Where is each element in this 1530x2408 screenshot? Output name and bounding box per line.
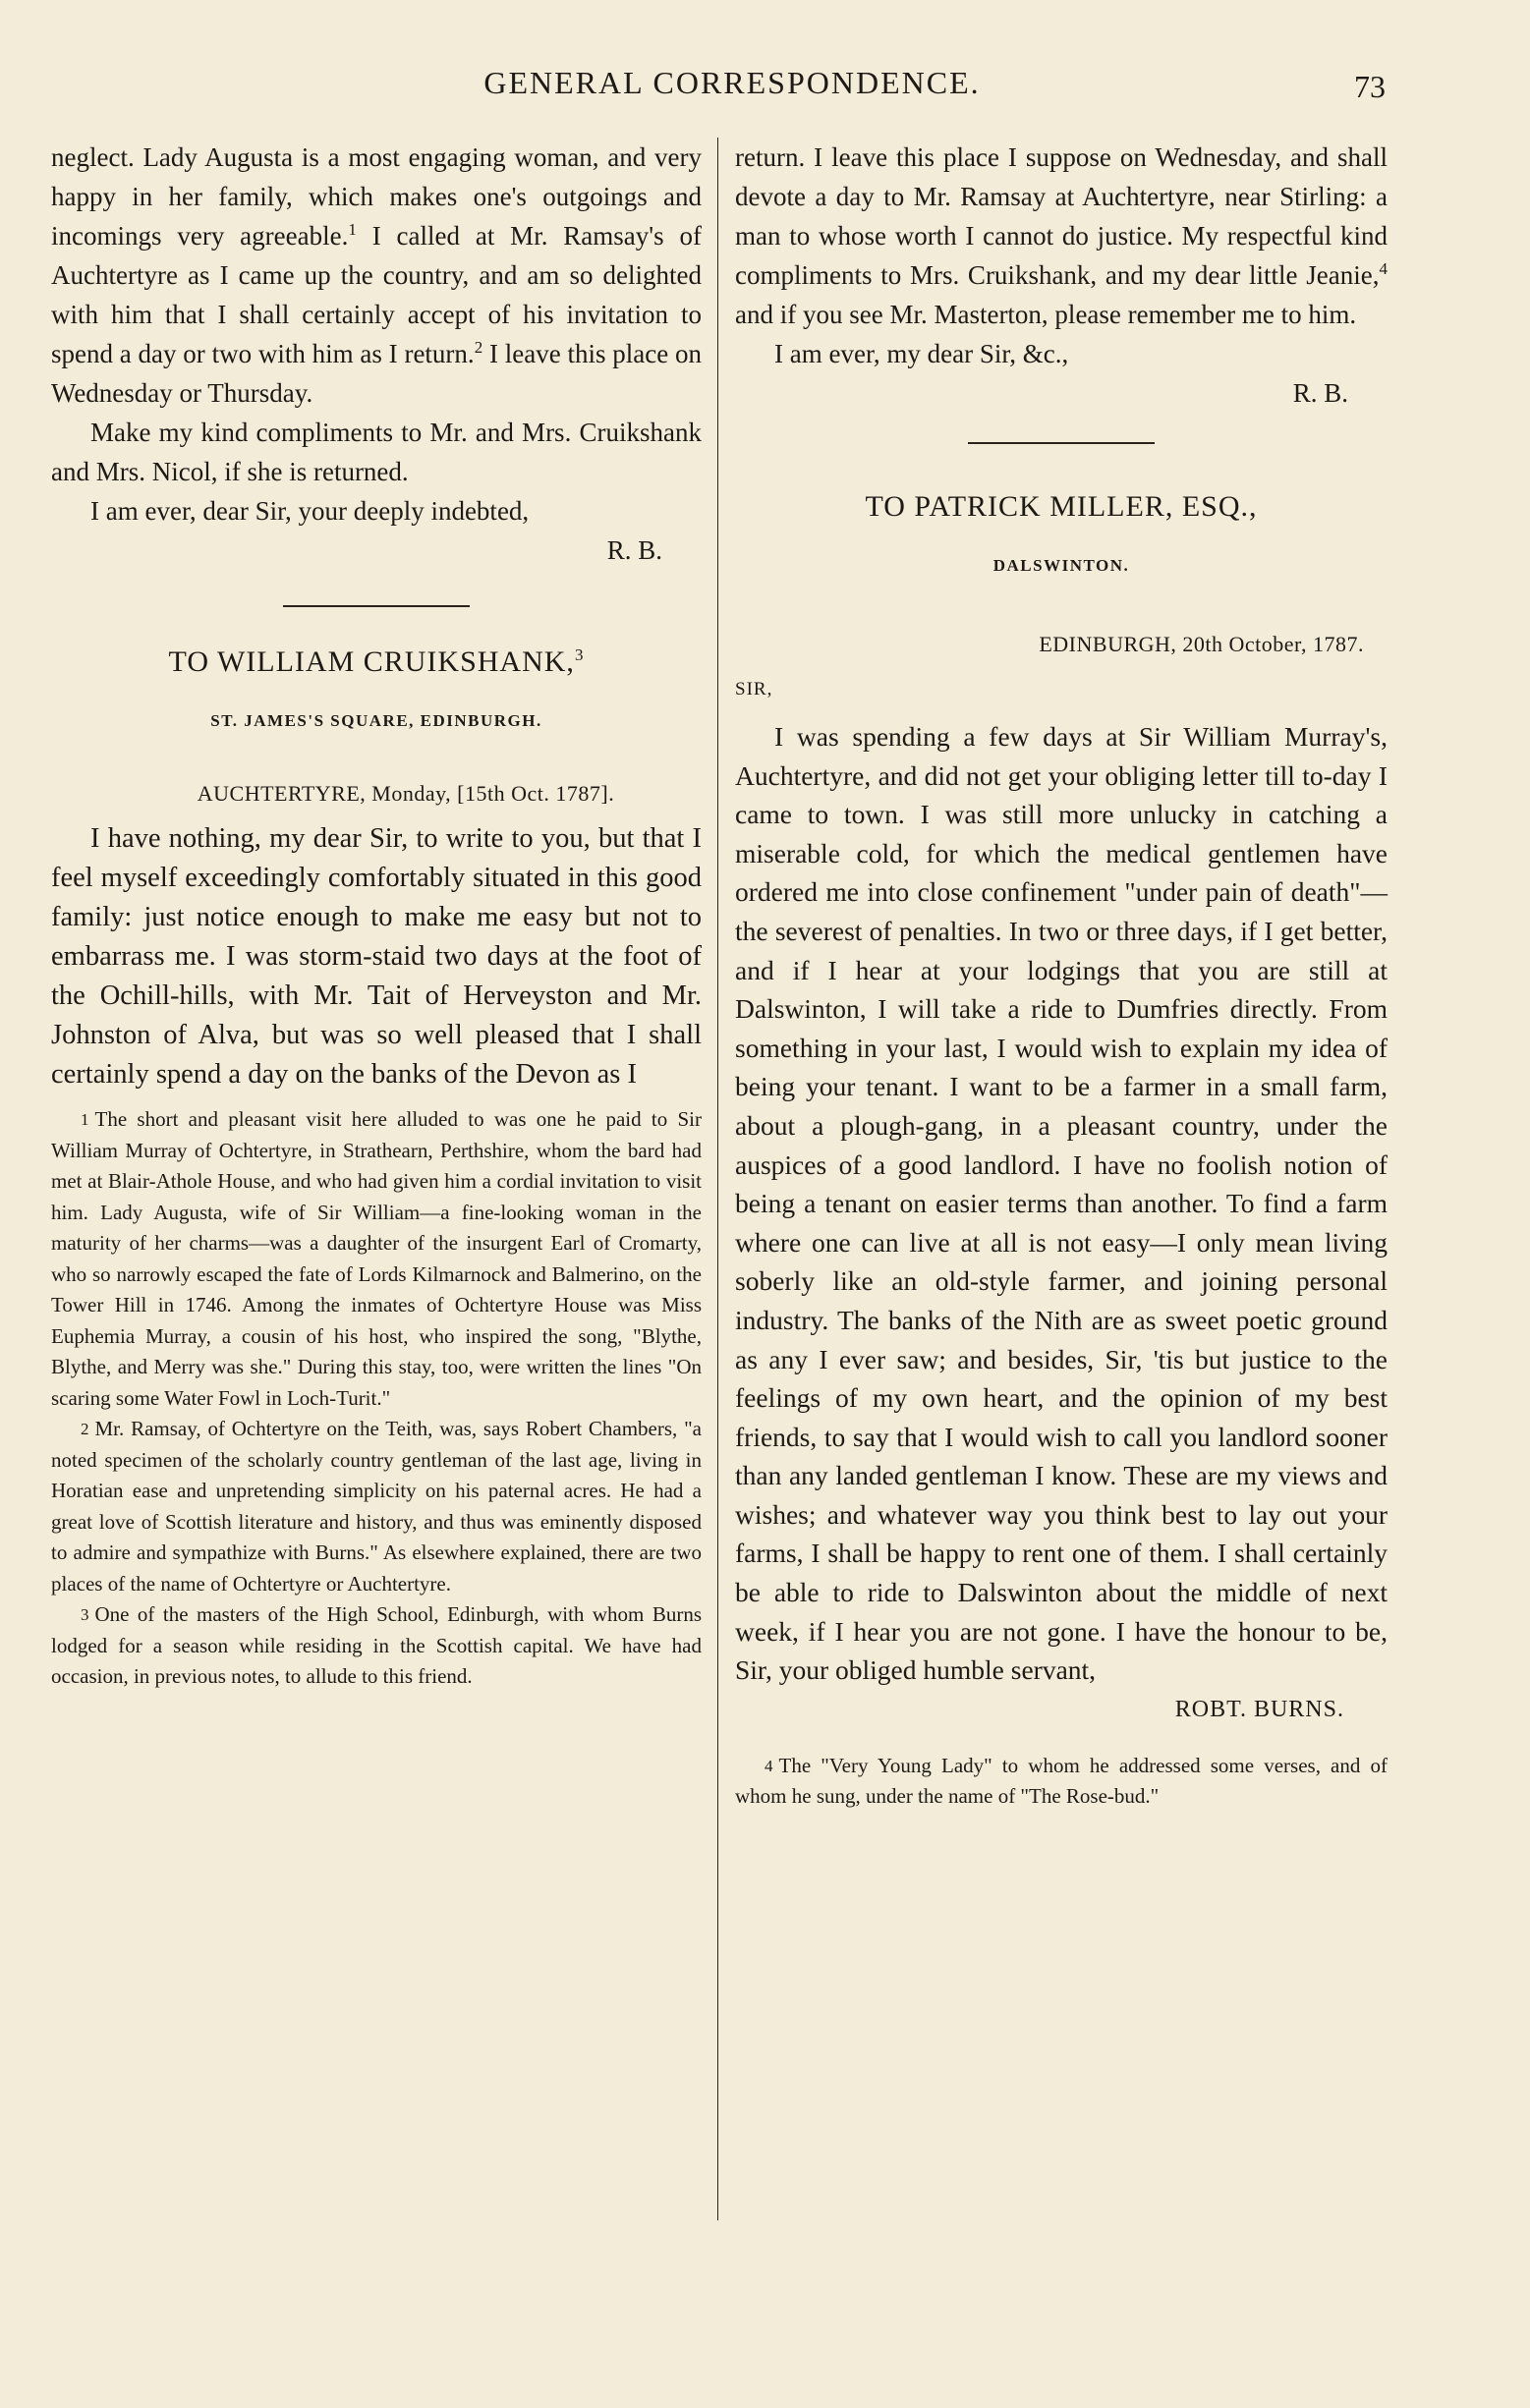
letter-dateline: EDINBURGH, 20th October, 1787. [1039,632,1364,656]
section-divider [283,605,470,607]
letter-closing: I am ever, my dear Sir, &c., [774,339,1069,368]
letter-body: I was spending a few days at Sir William Murray's, Auchtertyre, and did not get your obliging letter till to-day I came to town. I was still more unlucky in catching a miserable cold, for which the medical gentlemen have ordered me into close confinement "under pain of death"—the severest of penalties. In two or three days, if I get better, and if I hear at your lodgings that you are still at Dalswinton, I will take a ride to Dumfries directly. From something in your last, I would wish to explain my idea of being your tenant. I want to be a farmer in a small farm, about a plough-gang, in a pleasant country, under the auspices of a good landlord. I have no foolish notion of being a tenant on easier terms than another. To find a farm where one can live at all is not easy—I only mean living soberly like an old-style farmer, and joining personal industry. The banks of the Nith are as sweet poetic ground as any I ever saw; and besides, Sir, 'tis but justice to the feelings of my own heart, and the opinion of my best friends, to say that I would wish to call you landlord sooner than any landed gentleman I know. These are my views and wishes; and whatever way you think best to lay out your farms, I shall be happy to rent one of them. I shall certainly be able to ride to Dalswinton about the middle of next week, if I hear you are not gone. I have the honour to be, Sir, your obliged humble servant, [735,721,1388,1686]
letter-dateline: AUCHTERTYRE, Monday, [15th Oct. 1787]. [197,781,615,806]
letter-address: DALSWINTON. [992,556,1130,575]
page-number: 73 [1354,69,1386,104]
letter-salutation: SIR, [735,679,773,700]
letter-initials: R. B. [606,535,662,565]
footnote-ref: 2 [474,338,483,357]
column-rule [717,138,718,2220]
footnotes [51,1104,702,1693]
running-title: GENERAL CORRESPONDENCE. [483,65,981,100]
left-paragraph-1: neglect. Lady Augusta is a most engaging woman, and very happy in her family, which makes one's outgoings and incomings very agreeable.$^1$ I called at Mr. Ramsay's of Auchtertyre as I came up the country, and am so delighted with him that I shall certainly accept of his invitation to spend a day or two with him as I return.$^2$ I leave this place on Wednesday or Thursday. [51,142,702,408]
left-paragraph-2: Make my kind compliments to Mr. and Mrs. Cruikshank and Mrs. Nicol, if she is returned. [51,418,702,486]
footnote-ref: 3 [574,645,585,664]
footnote-4: 4 The "Very Young Lady" to whom he addressed some verses, and of whom he sung, under the name of "The Rose-bud." [735,1753,1388,1809]
footnote-ref: 4 [1379,259,1388,278]
letter-heading: TO WILLIAM CRUIKSHANK,$^3$ [168,645,585,678]
letter-initials: R. B. [1292,378,1348,408]
footnote-3: 3 One of the masters of the High School, Edinburgh, with whom Burns lodged for a season while residing in the Scottish capital. We have had occasion, in previous notes, to allude to this friend. [51,1602,702,1688]
section-divider [968,442,1155,444]
right-column [735,138,1388,1813]
letter-body: I have nothing, my dear Sir, to write to you, but that I feel myself exceedingly comfortably situated in this good family: just notice enough to make me easy but not to embarrass me. I was storm-staid two days at the foot of the Ochill-hills, with Mr. Tait of Herveyston and Mr. Johnston of Alva, but was so well pleased that I shall certainly spend a day on the banks of the Devon as I [51,823,702,1090]
footnotes [735,1751,1388,1813]
letter-signature: ROBT. BURNS. [1174,1696,1344,1722]
footnote-2: 2 Mr. Ramsay, of Ochtertyre on the Teith, was, says Robert Chambers, "a noted specimen of the scholarly country gentleman of the last age, living in Horatian ease and unpretending simplicity on his paternal acres. He had a great love of Scottish literature and history, and thus was eminently disposed to admire and sympathize with Burns." As elsewhere explained, there are two places of the name of Ochtertyre or Auchtertyre. [51,1417,702,1596]
letter-closing: I am ever, dear Sir, your deeply indebted, [90,496,530,526]
footnote-1: 1 The short and pleasant visit here alluded to was one he paid to Sir William Murray of Ochtertyre, in Strathearn, Perthshire, whom the bard had met at Blair-Athole House, and who had given him a cordial invitation to visit him. Lady Augusta, wife of Sir William—a fine-looking woman in the maturity of her charms—was a daughter of the insurgent Earl of Cromarty, who so narrowly escaped the fate of Lords Kilmarnock and Balmerino, on the Tower Hill in 1746. Among the inmates of Ochtertyre House was Miss Euphemia Murray, a cousin of his host, who inspired the song, "Blythe, Blythe, and Merry was she." During this stay, too, were written the lines "On scaring some Water Fowl in Loch-Turit." [51,1107,702,1410]
letter-address: ST. JAMES'S SQUARE, EDINBURGH. [210,711,542,730]
left-column [51,138,702,1693]
letter-heading: TO PATRICK MILLER, ESQ., [865,490,1258,523]
right-paragraph-1: return. I leave this place I suppose on Wednesday, and shall devote a day to Mr. Ramsay at Auchtertyre, near Stirling: a man to whose worth I cannot do justice. My respectful kind compliments to Mrs. Cruikshank, and my dear little Jeanie,$^4$ and if you see Mr. Masterton, please remember me to him. [735,142,1388,329]
footnote-ref: 1 [348,220,357,239]
